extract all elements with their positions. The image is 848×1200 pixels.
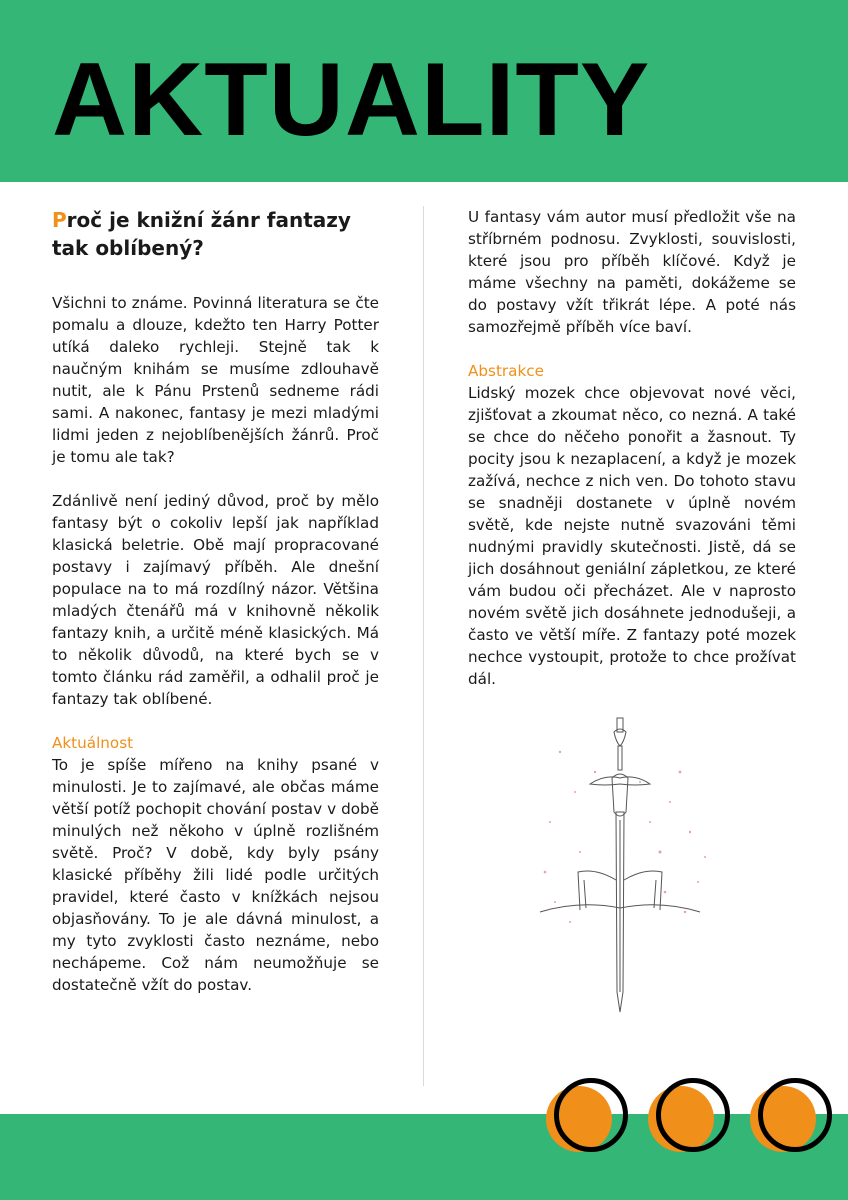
intro-paragraph-2: Zdánlivě není jediný důvod, proč by mělo fantasy být o cokoliv lepší jak například klasická beletrie. Obě mají propracované postavy i zajímavý příběh. Ale dnešní populace na to má rozdílný názor. Většina mladých čtenářů má v knihovně několik fantazy knih, a určitě méně klasických. Má to několik důvodů, na které bych se v tomto článku rád zaměřil, a odhalil proč je fantazy tak oblíbené. — [52, 492, 379, 708]
right-intro-paragraph: U fantasy vám autor musí předložit vše na stříbrném podnosu. Zvyklosti, souvislosti, které jsou pro příběh klíčové. Když je máme všechny na paměti, dokážeme se do postavy vžít třikrát lépe. A poté nás samozřejmě příběh více baví. — [468, 208, 796, 336]
intro-paragraph-1: Všichni to známe. Povinná literatura se čte pomalu a dlouze, kdežto ten Harry Potter utíká daleko rychleji. Stejně tak k naučným knihám se musíme zdlouhavě nutit, ale k Pánu Prstenů sedneme rádi sami. A nakonec, fantasy je mezi mladými lidmi jeden z nejoblíbenějších žánrů. Proč je tomu ale tak? — [52, 294, 379, 466]
article-title-rest: roč je knižní žánr fantazy tak oblíbený? — [52, 208, 351, 260]
article-title — [52, 206, 379, 262]
column-divider — [423, 206, 424, 1086]
header-band — [0, 0, 848, 182]
sword-book-icon — [520, 712, 720, 1022]
section-heading-aktualnost: Aktuálnost — [52, 734, 134, 752]
article-title-initial: P — [52, 208, 67, 232]
page-title: AKTUALITY — [52, 42, 651, 158]
decor-circle-3 — [750, 1078, 830, 1158]
left-column — [52, 206, 379, 996]
decor-circle-2 — [648, 1078, 728, 1158]
section-text-aktualnost: To je spíše mířeno na knihy psané v minulosti. Je to zajímavé, ale občas máme větší potíž pochopit chování postav v době minulých než někoho v úplně rozlišném světě. Proč? V době, kdy byly psány klasické příběhy žili lidé podle určitých pravidel, které často v knížkách nejsou objasňovány. To je ale dávná minulost, a my tyto zvyklosti často neznáme, nebo nechápeme. Což nám neumožňuje se dostatečně vžít do postav. — [52, 756, 379, 994]
section-text-abstrakce: Lidský mozek chce objevovat nové věci, zjišťovat a zkoumat něco, co nezná. A také se chce do něčeho ponořit a žasnout. Ty pocity jsou k nezaplacení, a když je mozek zažívá, nechce z nich ven. Do tohoto stavu se snadněji dostanete v úplně novém světě, kde nejste nutně svazováni těmi nudnými pravidly skutečnosti. Jistě, dá se jich dosáhnout geniální zápletkou, ze které vám budou oči přecházet. Ale v naprosto novém světě jich dosáhnete jednodušeji, a často ve větší míře. Z fantazy poté mozek nechce vystoupit, protože to chce prožívat dál. — [468, 384, 796, 688]
section-heading-abstrakce: Abstrakce — [468, 362, 544, 380]
right-column — [468, 206, 796, 690]
decor-circle-1 — [546, 1078, 626, 1158]
